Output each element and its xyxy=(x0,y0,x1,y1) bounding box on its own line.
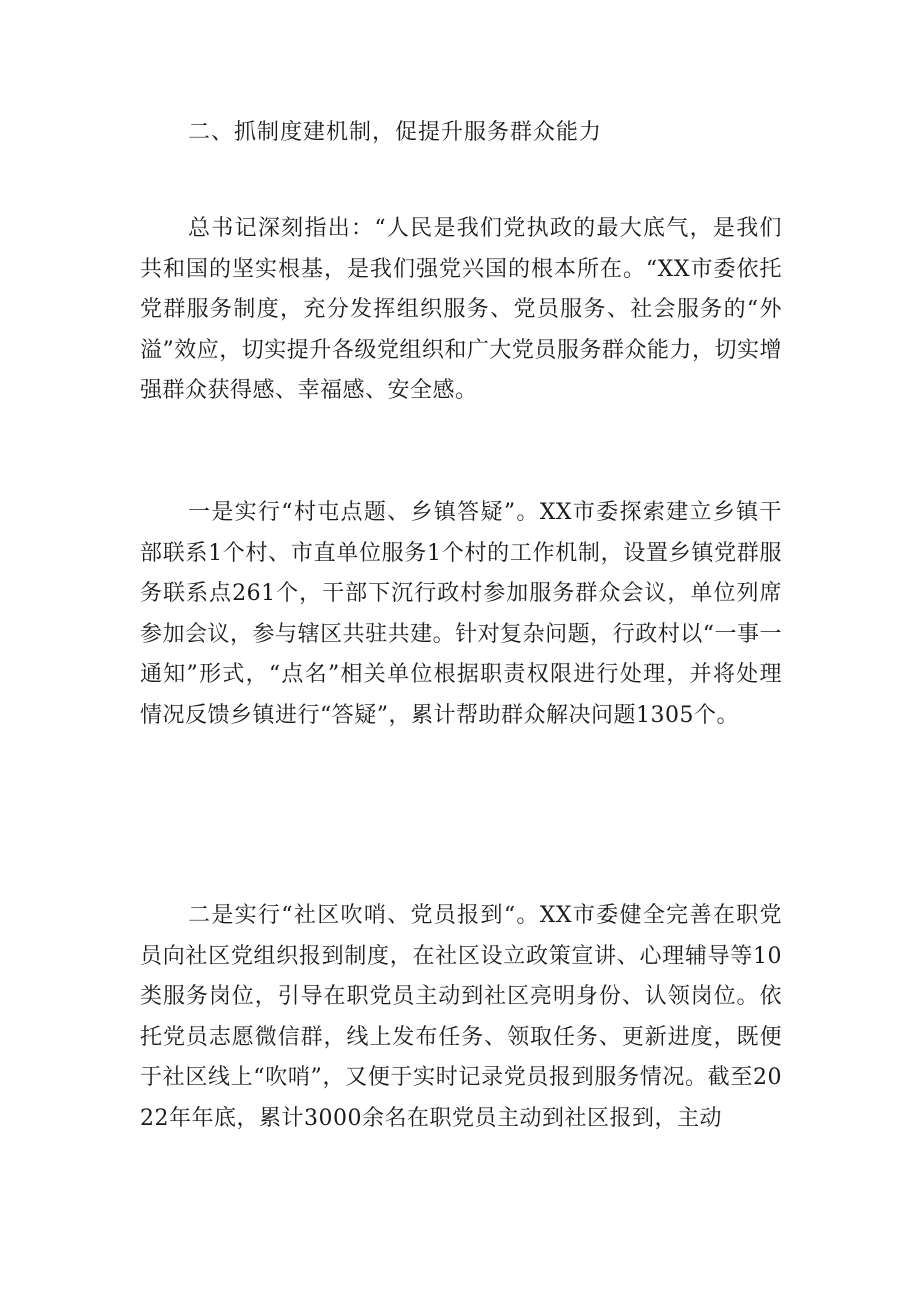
paragraph-intro: 总书记深刻指出：“人民是我们党执政的最大底气，是我们共和国的坚实根基，是我们强党兴国的根本所在。“XX市委依托党群服务制度，充分发挥组织服务、党员服务、社会服务的“外溢”效应，切实提升各级党组织和广大党员服务群众能力，切实增强群众获得感、幸福感、安全感。 xyxy=(140,216,782,403)
paragraph-point-two: 二是实行“社区吹哨、党员报到“。XX市委健全完善在职党员向社区党组织报到制度，在社区设立政策宣讲、心理辅导等10类服务岗位，引导在职党员主动到社区亮明身份、认领岗位。依托党员志愿微信群，线上发布任务、领取任务、更新进度，既便于社区线上“吹哨”，又便于实时记录党员报到服务情况。截至2022年年底，累计3000余名在职党员主动到社区报到，主动 xyxy=(140,903,782,1131)
paragraph-point-one: 一是实行“村屯点题、乡镇答疑”。XX市委探索建立乡镇干部联系1个村、市直单位服务1个村的工作机制，设置乡镇党群服务联系点261个，干部下沉行政村参加服务群众会议，单位列席参加会议，参与辖区共驻共建。针对复杂问题，行政村以“一事一通知”形式，“点名”相关单位根据职责权限进行处理，并将处理情况反馈乡镇进行“答疑”，累计帮助群众解决问题1305个。 xyxy=(140,500,782,728)
section-heading: 二、抓制度建机制，促提升服务群众能力 xyxy=(188,120,603,145)
